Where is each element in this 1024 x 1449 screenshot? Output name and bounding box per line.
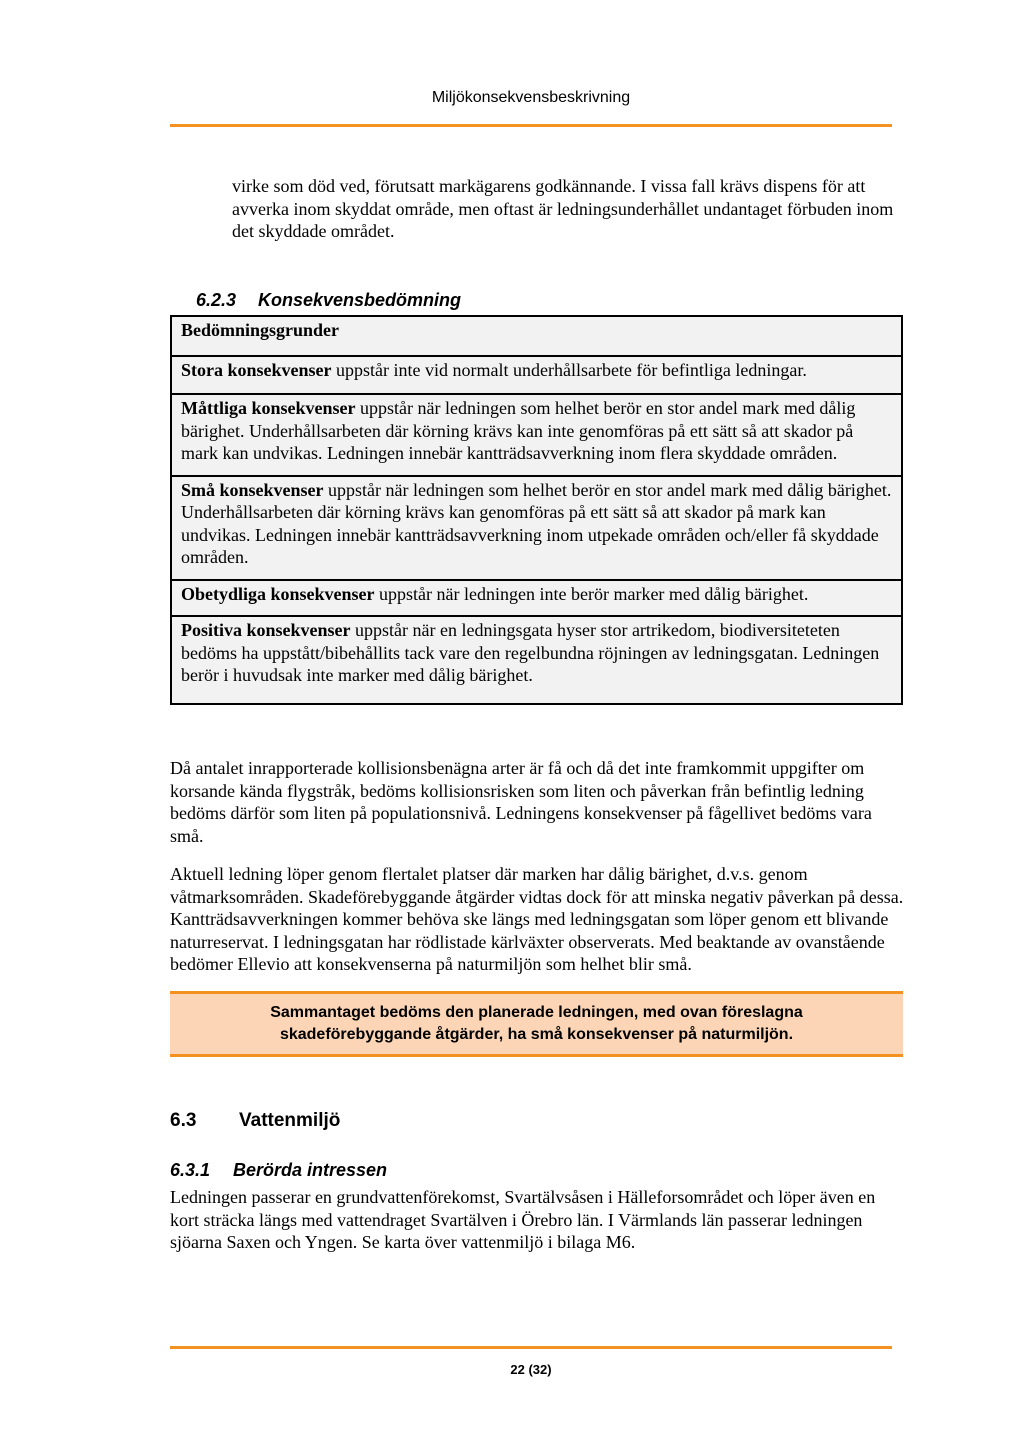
body-paragraph: Då antalet inrapporterade kollisionsbenägna arter är få och då det inte framkommit uppgifter om korsande kända flygstråk, bedöms kollisionsrisken som liten och påverkan från befintlig ledning bedöms därför som liten på populationsnivå. Ledningens konsekvenser på fågellivet bedöms vara små. bbox=[170, 758, 872, 846]
criteria-term: Positiva konsekvenser bbox=[181, 620, 351, 640]
section-number: 6.3.1 bbox=[170, 1160, 211, 1180]
table-cell bbox=[171, 394, 902, 476]
table-row bbox=[171, 616, 902, 704]
header-divider bbox=[170, 124, 892, 127]
criteria-term: Måttliga konsekvenser bbox=[181, 398, 356, 418]
page-number: 22 (32) bbox=[510, 1362, 552, 1377]
section-title: Konsekvensbedömning bbox=[258, 290, 462, 310]
table-row bbox=[171, 476, 902, 580]
criteria-text: uppstår när ledningen som helhet berör en stor andel mark med dålig bärighet. Underhållsarbeten där körning krävs kan genomföras på ett sätt så att skador på mark kan undvikas. Ledningen innebär kantträdsavverkning inom utpekade områden och/eller få skyddade områden. bbox=[181, 479, 892, 567]
table-header-cell bbox=[171, 316, 902, 356]
section-heading-6-3 bbox=[170, 1110, 340, 1132]
table-cell bbox=[171, 616, 902, 704]
table-row bbox=[171, 394, 902, 476]
summary-callout-box bbox=[170, 991, 903, 1057]
table-row bbox=[171, 580, 902, 617]
intro-paragraph: virke som död ved, förutsatt markägarens godkännande. I vissa fall krävs dispens för att avverka inom skyddat område, men oftast är ledningsunderhållet undantaget förbuden inom det skyddade området. bbox=[232, 176, 894, 241]
table-cell bbox=[171, 356, 902, 395]
criteria-term: Stora konsekvenser bbox=[181, 359, 332, 380]
criteria-term: Obetydliga konsekvenser bbox=[181, 583, 375, 604]
table-header-text: Bedömningsgrunder bbox=[181, 320, 340, 340]
section-heading-6-2-3 bbox=[196, 290, 461, 311]
body-paragraph: Aktuell ledning löper genom flertalet platser där marken har dålig bärighet, d.v.s. genom våtmarksområden. Skadeförebyggande åtgärder vidtas dock för att minska negativ påverkan på dessa. Kantträdsavverkningen kommer behöva ske längs med ledningsgatan som löper genom ett blivande naturreservat. I ledningsgatan har rödlistade kärlväxter observerats. Med beaktande av ovanstående bedömer Ellevio att konsekvenserna på naturmiljön som helhet blir små. bbox=[170, 864, 904, 974]
assessment-criteria-table bbox=[170, 315, 903, 705]
summary-callout-text: Sammantaget bedöms den planerade ledningen, med ovan föreslagna skadeförebyggande åtgärder, ha små konsekvenser på naturmiljön. bbox=[270, 1004, 803, 1043]
footer-divider bbox=[170, 1346, 892, 1349]
table-cell bbox=[171, 476, 902, 580]
criteria-text: uppstår när en ledningsgata hyser stor artrikedom, biodiversiteteten bedöms ha uppstått/bibehållits tack vare den regelbundna röjningen av ledningsgatan. Ledningen berör i huvudsak inte marker med dålig bärighet. bbox=[181, 620, 880, 685]
section-number: 6.2.3 bbox=[196, 290, 237, 310]
body-paragraph: Ledningen passerar en grundvattenförekomst, Svartälvsåsen i Hälleforsområdet och löper även en kort sträcka längs med vattendraget Svartälven i Örebro län. I Värmlands län passerar ledningen sjöarna Saxen och Yngen. Se karta över vattenmiljö i bilaga M6. bbox=[170, 1187, 876, 1252]
table-row bbox=[171, 356, 902, 395]
section-title: Berörda intressen bbox=[233, 1160, 388, 1180]
table-cell bbox=[171, 580, 902, 617]
section-number: 6.3 bbox=[170, 1110, 197, 1131]
criteria-term: Små konsekvenser bbox=[181, 479, 324, 500]
section-heading-6-3-1 bbox=[170, 1160, 387, 1181]
table-header-row bbox=[171, 316, 902, 356]
criteria-text: uppstår när ledningen inte berör marker med dålig bärighet. bbox=[374, 583, 809, 604]
criteria-text: uppstår inte vid normalt underhållsarbete för befintliga ledningar. bbox=[331, 359, 807, 380]
document-header-title: Miljökonsekvensbeskrivning bbox=[431, 89, 631, 106]
section-title: Vattenmiljö bbox=[239, 1110, 341, 1131]
criteria-text: uppstår när ledningen som helhet berör en stor andel mark med dålig bärighet. Underhållsarbeten där körning krävs kan inte genomföras på ett sätt så att skador på mark kan undvikas. Ledningen innebär kantträdsavverkning inom flera skyddade områden. bbox=[181, 398, 856, 463]
